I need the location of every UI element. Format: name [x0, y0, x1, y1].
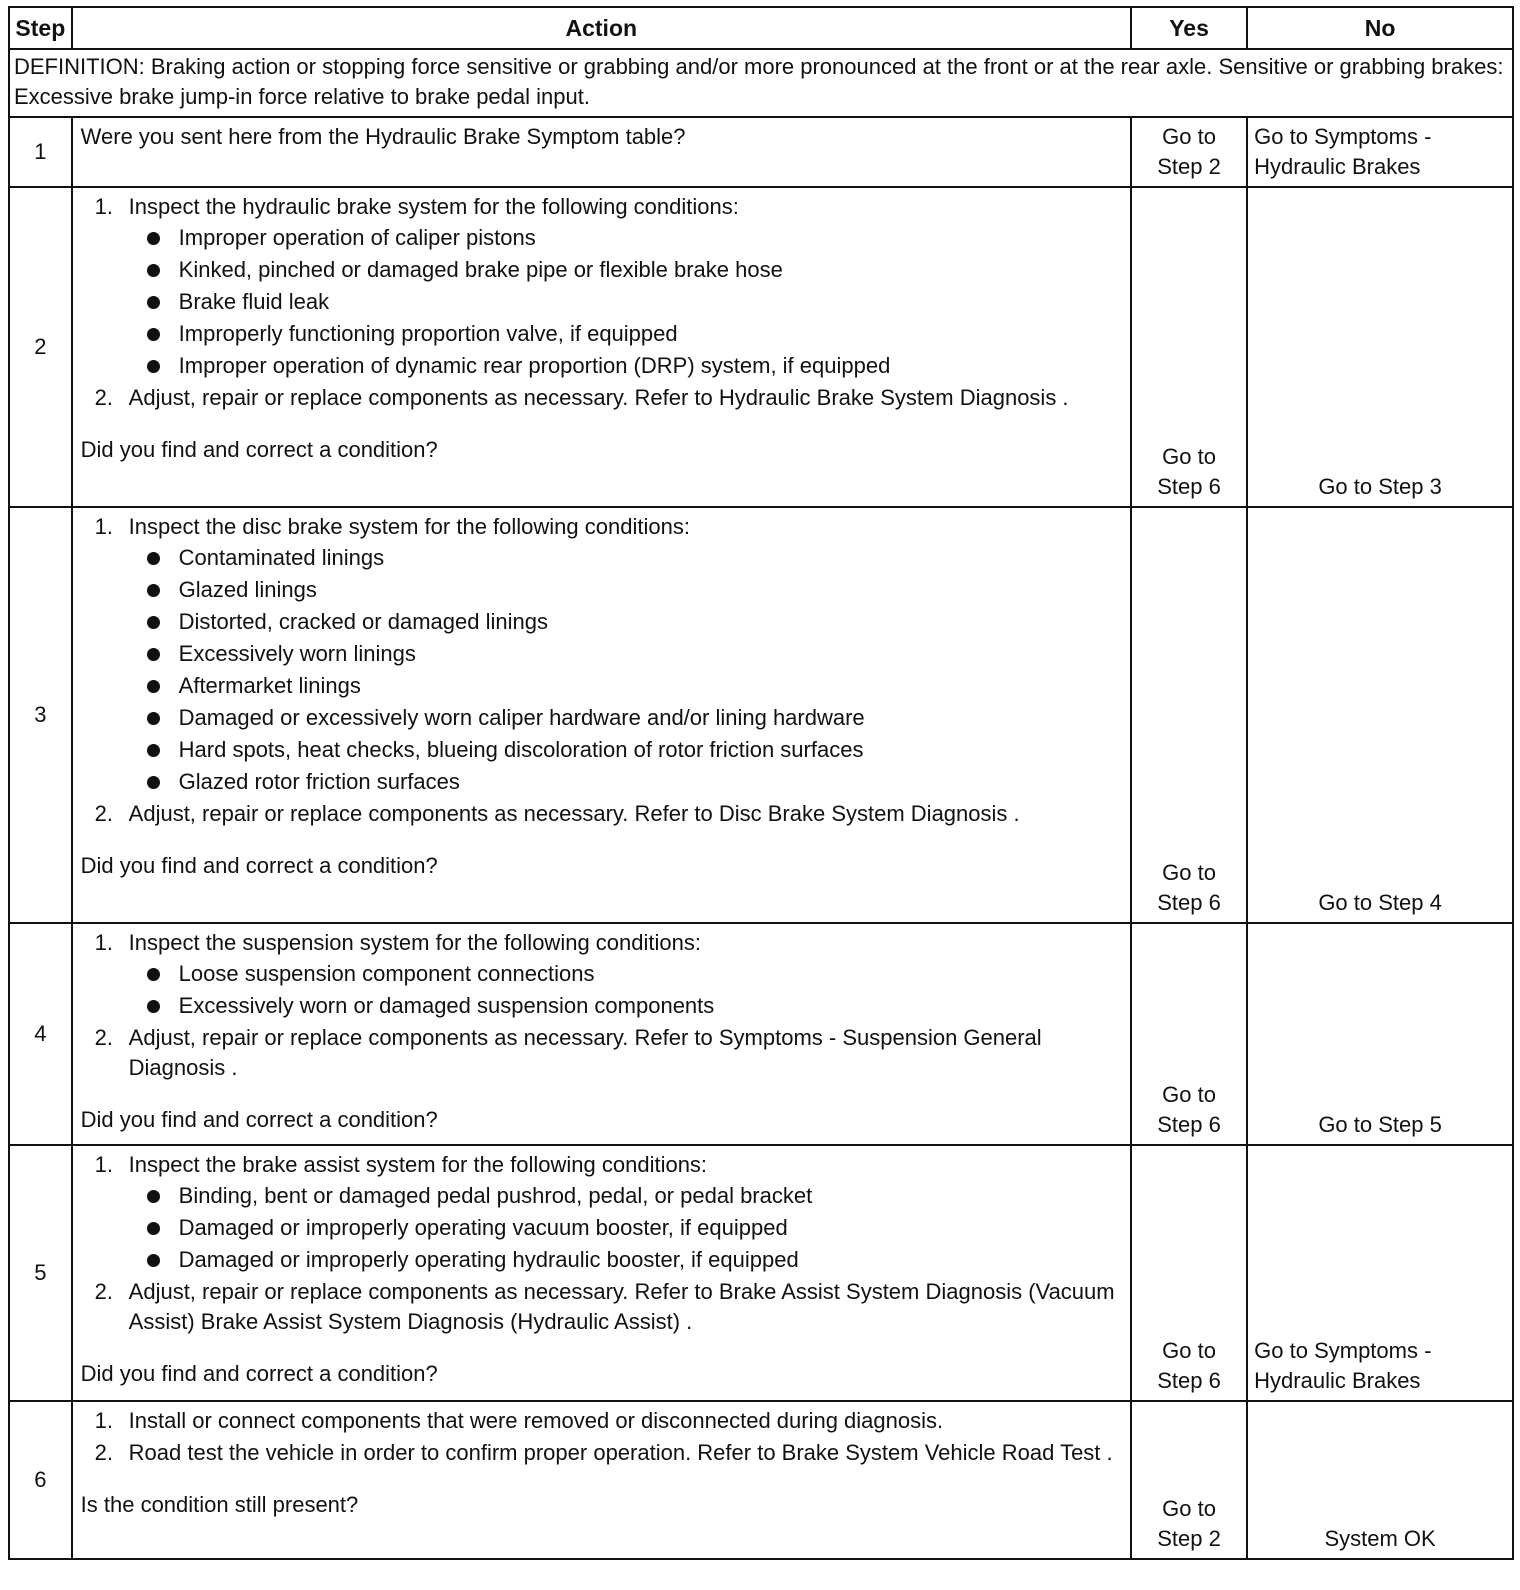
step-number: 3 — [9, 507, 72, 923]
bullet-dot-icon — [147, 232, 160, 245]
bullet-dot-icon — [147, 648, 160, 661]
header-no: No — [1247, 7, 1513, 49]
question-text: Did you find and correct a condition? — [80, 1107, 438, 1132]
bullet-text: Damaged or improperly operating hydraulic booster, if equipped — [178, 1247, 799, 1272]
list-item-number: 2. — [94, 1440, 114, 1465]
no-cell — [1247, 1145, 1513, 1401]
no-result — [1248, 888, 1512, 918]
yes-line: Go to — [1162, 444, 1216, 469]
list-item — [81, 512, 1124, 797]
no-line: System OK — [1324, 1526, 1436, 1551]
yes-line: Step 6 — [1157, 890, 1221, 915]
list-item-number: 2. — [94, 385, 114, 410]
step-row — [9, 507, 1513, 923]
header-step: Step — [9, 7, 72, 49]
bullet-item — [129, 351, 1124, 381]
list-item-text: Adjust, repair or replace components as necessary. Refer to Symptoms - Suspension General Diagnosis . — [128, 1025, 1042, 1080]
list-item-number: 1. — [94, 930, 114, 955]
yes-line: Go to — [1162, 1496, 1216, 1521]
yes-result — [1132, 858, 1246, 918]
no-line: Go to Step 3 — [1318, 474, 1442, 499]
bullet-dot-icon — [147, 1254, 160, 1267]
no-result — [1254, 1336, 1508, 1396]
no-line: Hydraulic Brakes — [1254, 154, 1421, 179]
yes-cell — [1131, 117, 1247, 187]
question-text: Did you find and correct a condition? — [80, 853, 438, 878]
bullet-item — [129, 223, 1124, 253]
bullet-text: Aftermarket linings — [178, 673, 361, 698]
yes-result — [1132, 118, 1246, 182]
bullet-dot-icon — [147, 776, 160, 789]
bullet-item — [129, 639, 1124, 669]
bullet-dot-icon — [147, 296, 160, 309]
bullet-dot-icon — [147, 616, 160, 629]
definition-text: DEFINITION: Braking action or stopping force sensitive or grabbing and/or more pronounced at the front or at the rear axle. Sensitive or grabbing brakes: Excessive brake jump-in force relative to brake pedal input. — [9, 49, 1513, 117]
bullet-dot-icon — [147, 1000, 160, 1013]
list-item — [81, 1023, 1124, 1083]
action-cell — [72, 1145, 1131, 1401]
no-line: Go to Step 5 — [1318, 1112, 1442, 1137]
bullet-text: Distorted, cracked or damaged linings — [178, 609, 548, 634]
bullet-item — [129, 703, 1124, 733]
ordered-list — [81, 192, 1124, 413]
header-row — [9, 7, 1513, 49]
bullet-dot-icon — [147, 744, 160, 757]
bullet-item — [129, 767, 1124, 797]
step-row — [9, 117, 1513, 187]
list-item-number: 1. — [94, 1152, 114, 1177]
bullet-item — [129, 735, 1124, 765]
ordered-list — [81, 512, 1124, 829]
list-item — [81, 1438, 1124, 1468]
definition-row — [9, 49, 1513, 117]
bullet-dot-icon — [147, 552, 160, 565]
bullet-item — [129, 959, 1124, 989]
no-result — [1248, 118, 1512, 182]
bullet-item — [129, 543, 1124, 573]
yes-line: Step 6 — [1157, 1112, 1221, 1137]
bullet-dot-icon — [147, 584, 160, 597]
yes-line: Go to — [1162, 1082, 1216, 1107]
bullet-item — [129, 255, 1124, 285]
list-item-text: Inspect the suspension system for the following conditions: — [128, 930, 701, 955]
yes-line: Step 6 — [1157, 474, 1221, 499]
bullet-list — [129, 959, 1124, 1021]
bullet-item — [129, 671, 1124, 701]
step-row — [9, 1145, 1513, 1401]
question-text: Did you find and correct a condition? — [80, 437, 438, 462]
list-item-text: Adjust, repair or replace components as necessary. Refer to Disc Brake System Diagnosis . — [128, 801, 1020, 826]
bullet-dot-icon — [147, 360, 160, 373]
action-cell — [72, 507, 1131, 923]
yes-cell — [1131, 507, 1247, 923]
step-row — [9, 187, 1513, 507]
bullet-text: Hard spots, heat checks, blueing discoloration of rotor friction surfaces — [178, 737, 864, 762]
diagnostic-table-page — [8, 6, 1514, 1560]
yes-result — [1132, 1494, 1246, 1554]
no-line: Hydraulic Brakes — [1254, 1368, 1421, 1393]
bullet-dot-icon — [147, 712, 160, 725]
no-line: Go to Step 4 — [1318, 890, 1442, 915]
list-item-text: Adjust, repair or replace components as necessary. Refer to Hydraulic Brake System Diagnosis . — [128, 385, 1069, 410]
bullet-list — [129, 543, 1124, 797]
list-item-number: 2. — [94, 1279, 114, 1304]
list-item-text: Install or connect components that were removed or disconnected during diagnosis. — [128, 1408, 944, 1433]
header-action: Action — [72, 7, 1131, 49]
list-item — [81, 799, 1124, 829]
yes-cell — [1131, 1401, 1247, 1559]
step-number: 1 — [9, 117, 72, 187]
bullet-text: Excessively worn or damaged suspension components — [178, 993, 715, 1018]
list-item — [81, 928, 1124, 1021]
list-item-number: 2. — [94, 1025, 114, 1050]
list-item — [81, 383, 1124, 413]
list-item-text: Inspect the brake assist system for the following conditions: — [128, 1152, 708, 1177]
bullet-text: Kinked, pinched or damaged brake pipe or flexible brake hose — [178, 257, 783, 282]
yes-line: Go to — [1162, 1338, 1216, 1363]
yes-line: Step 2 — [1157, 1526, 1221, 1551]
diagnostic-table — [8, 6, 1514, 1560]
step-number: 6 — [9, 1401, 72, 1559]
bullet-text: Improper operation of dynamic rear proportion (DRP) system, if equipped — [178, 353, 891, 378]
no-result — [1248, 1524, 1512, 1554]
list-item-text: Road test the vehicle in order to confirm proper operation. Refer to Brake System Vehicle Road Test . — [128, 1440, 1113, 1465]
list-item-number: 1. — [94, 1408, 114, 1433]
bullet-text: Damaged or excessively worn caliper hardware and/or lining hardware — [178, 705, 865, 730]
ordered-list — [81, 1150, 1124, 1337]
bullet-text: Improper operation of caliper pistons — [178, 225, 536, 250]
yes-cell — [1131, 1145, 1247, 1401]
no-cell — [1247, 187, 1513, 507]
question-text: Did you find and correct a condition? — [80, 1361, 438, 1386]
bullet-list — [129, 223, 1124, 381]
bullet-item — [129, 287, 1124, 317]
action-cell — [72, 923, 1131, 1145]
no-cell — [1247, 923, 1513, 1145]
list-item-text: Adjust, repair or replace components as necessary. Refer to Brake Assist System Diagnosis (Vacuum Assist) Brake Assist System Diagnosis (Hydraulic Assist) . — [128, 1279, 1115, 1334]
yes-line: Go to — [1162, 860, 1216, 885]
list-item — [81, 192, 1124, 381]
bullet-dot-icon — [147, 1222, 160, 1235]
no-result — [1248, 472, 1512, 502]
yes-result — [1132, 1080, 1246, 1140]
yes-result — [1132, 442, 1246, 502]
bullet-item — [129, 1245, 1124, 1275]
list-item-text: Inspect the disc brake system for the following conditions: — [128, 514, 690, 539]
bullet-text: Damaged or improperly operating vacuum booster, if equipped — [178, 1215, 788, 1240]
no-result — [1248, 1110, 1512, 1140]
list-item — [81, 1277, 1124, 1337]
bullet-text: Contaminated linings — [178, 545, 385, 570]
ordered-list — [81, 928, 1124, 1083]
yes-line: Step 6 — [1157, 1368, 1221, 1393]
yes-line: Step 2 — [1157, 154, 1221, 179]
bullet-text: Brake fluid leak — [178, 289, 330, 314]
list-item-text: Inspect the hydraulic brake system for the following conditions: — [128, 194, 739, 219]
bullet-text: Glazed rotor friction surfaces — [178, 769, 460, 794]
action-cell — [72, 117, 1131, 187]
step-number: 2 — [9, 187, 72, 507]
step-number: 5 — [9, 1145, 72, 1401]
bullet-dot-icon — [147, 264, 160, 277]
yes-line: Go to — [1162, 124, 1216, 149]
bullet-dot-icon — [147, 1190, 160, 1203]
bullet-item — [129, 319, 1124, 349]
no-cell — [1247, 117, 1513, 187]
bullet-dot-icon — [147, 328, 160, 341]
yes-cell — [1131, 187, 1247, 507]
yes-result — [1132, 1336, 1246, 1396]
bullet-dot-icon — [147, 680, 160, 693]
list-item-number: 2. — [94, 801, 114, 826]
action-cell — [72, 1401, 1131, 1559]
header-yes: Yes — [1131, 7, 1247, 49]
step-row — [9, 923, 1513, 1145]
bullet-text: Binding, bent or damaged pedal pushrod, pedal, or pedal bracket — [178, 1183, 813, 1208]
yes-cell — [1131, 923, 1247, 1145]
no-line: Go to Symptoms - — [1254, 1338, 1432, 1363]
bullet-text: Glazed linings — [178, 577, 317, 602]
action-cell — [72, 187, 1131, 507]
bullet-item — [129, 1181, 1124, 1211]
bullet-text: Excessively worn linings — [178, 641, 416, 666]
step-number: 4 — [9, 923, 72, 1145]
bullet-item — [129, 991, 1124, 1021]
no-cell — [1247, 507, 1513, 923]
list-item — [81, 1150, 1124, 1275]
bullet-list — [129, 1181, 1124, 1275]
bullet-item — [129, 607, 1124, 637]
step-row — [9, 1401, 1513, 1559]
no-cell — [1247, 1401, 1513, 1559]
bullet-item — [129, 575, 1124, 605]
ordered-list — [81, 1406, 1124, 1468]
bullet-text: Loose suspension component connections — [178, 961, 595, 986]
question-text: Were you sent here from the Hydraulic Brake Symptom table? — [80, 124, 686, 149]
list-item — [81, 1406, 1124, 1436]
list-item-number: 1. — [94, 514, 114, 539]
list-item-number: 1. — [94, 194, 114, 219]
no-line: Go to Symptoms - — [1254, 124, 1432, 149]
bullet-text: Improperly functioning proportion valve, if equipped — [178, 321, 678, 346]
question-text: Is the condition still present? — [80, 1492, 359, 1517]
bullet-dot-icon — [147, 968, 160, 981]
bullet-item — [129, 1213, 1124, 1243]
